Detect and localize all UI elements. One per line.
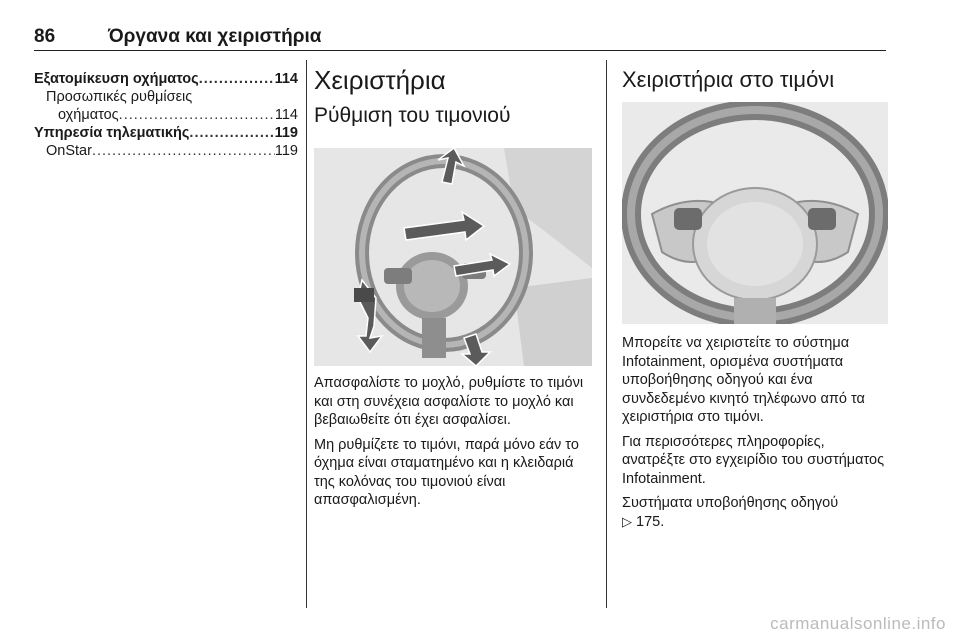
toc-entry[interactable]: Υπηρεσία τηλεματικής ..... 119 [34,124,298,142]
body-paragraph: Απασφαλίστε το μοχλό, ρυθμίστε το τιμόνι και στη συνέχεια ασφαλίστε το μοχλό και βεβαιωθείτε ότι έχει ασφαλίσει. [314,375,584,428]
toc-entry[interactable]: Προσωπικές ρυθμίσεις [46,89,193,105]
body-paragraph: Μη ρυθμίζετε το τιμόνι, παρά μόνο εάν το όχημα είναι σταματημένο και η κλειδαριά της κολόνας του τιμονιού είναι απασφαλισμένη. [314,436,579,508]
cross-reference[interactable] [622,513,888,532]
page-title: Όργανα και χειριστήρια [108,26,322,47]
cross-reference-page: 175. [636,513,665,530]
toc-entry[interactable]: OnStar ..... 119 [34,142,298,160]
subsection-heading: Ρύθμιση του τιμονιού [314,104,511,127]
steering-wheel-controls-figure [622,102,888,324]
watermark: carmanualsonline.info [770,614,946,633]
steering-adjustment-figure [314,148,592,366]
steering-adjustment-section [314,60,592,516]
steering-controls-section [622,60,888,537]
body-paragraph: Για περισσότερες πληροφορίες, ανατρέξτε στο εγχειρίδιο του συστήματος Infotainment. [622,433,885,487]
cross-reference-label: Συστήματα υποβοήθησης οδηγού [622,495,839,511]
section-heading: Χειριστήρια στο τιμόνι [622,67,835,92]
section-heading: Χειριστήρια [314,65,446,95]
right-control-buttons-icon [808,208,836,230]
column-divider [606,60,607,608]
column-divider [306,60,307,608]
toc-entry[interactable]: Εξατομίκευση οχήματος ..... 114 [34,70,298,88]
table-of-contents [34,70,298,160]
page-header [34,26,886,51]
toc-entry[interactable]: οχήματος ..... 114 [34,106,298,124]
page-number: 86 [34,26,56,47]
body-paragraph: Μπορείτε να χειριστείτε το σύστημα Infotainment, ορισμένα συστήματα υποβοήθησης οδηγού και ένα συνδεδεμένο κινητό τηλέφωνο από τα χειριστήρια στο τιμόνι. [622,335,865,425]
left-control-buttons-icon [674,208,702,230]
arrow-right-icon: ▷ [622,513,632,529]
release-lever-icon [354,288,374,302]
